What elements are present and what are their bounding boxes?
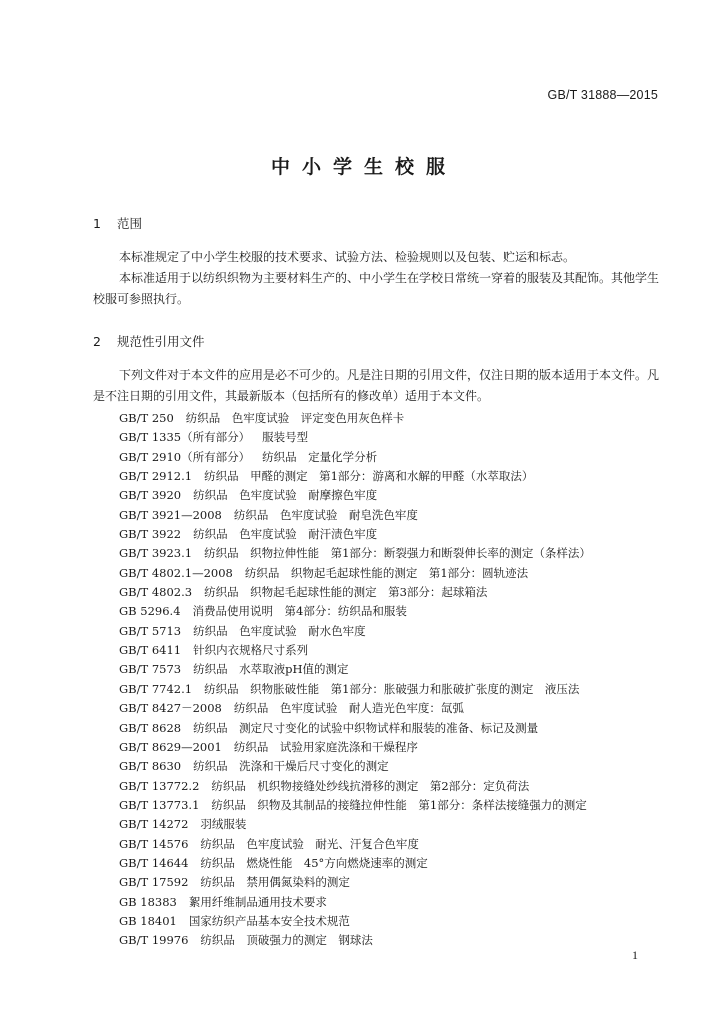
reference-item xyxy=(119,486,679,505)
section-1-heading xyxy=(93,214,142,232)
reference-item xyxy=(119,873,679,892)
reference-code: GB/T 3923.1 xyxy=(119,546,193,561)
reference-code: GB/T 6411 xyxy=(119,643,182,658)
reference-title: 纺织品 测定尺寸变化的试验中织物试样和服装的准备、标记及测量 xyxy=(193,720,539,735)
reference-item xyxy=(119,641,679,660)
section-2-heading xyxy=(93,332,205,350)
reference-code: GB 18383 xyxy=(119,894,177,909)
reference-item xyxy=(119,796,679,815)
reference-title: 纺织品 织物拉伸性能 第1部分：断裂强力和断裂伸长率的测定（条样法） xyxy=(204,546,591,561)
reference-code: GB/T 4802.3 xyxy=(119,585,193,600)
reference-title: 纺织品 织物起毛起球性能的测定 第1部分：圆轨迹法 xyxy=(244,565,529,580)
reference-title: 服装号型 xyxy=(262,430,309,445)
reference-title: 纺织品 色牢度试验 耐摩擦色牢度 xyxy=(193,488,378,503)
reference-item xyxy=(119,544,679,563)
reference-title: 消费品使用说明 第4部分：纺织品和服装 xyxy=(192,604,407,619)
reference-title: 羽绒服装 xyxy=(200,817,247,832)
reference-title: 纺织品 色牢度试验 耐皂洗色牢度 xyxy=(233,507,418,522)
reference-item xyxy=(119,777,679,796)
reference-code: GB/T 1335（所有部分） xyxy=(119,430,251,445)
reference-code: GB/T 5713 xyxy=(119,623,182,638)
reference-title: 针织内衣规格尺寸系列 xyxy=(193,643,309,658)
paragraph: 下列文件对于本文件的应用是必不可少的。凡是注日期的引用文件，仅注日期的版本适用于本文件。凡是不注日期的引用文件，其最新版本（包括所有的修改单）适用于本文件。 xyxy=(93,368,660,403)
reference-title: 纺织品 色牢度试验 耐人造光色牢度：氙弧 xyxy=(233,701,464,716)
reference-title: 纺织品 织物及其制品的接缝拉伸性能 第1部分：条样法接缝强力的测定 xyxy=(211,797,587,812)
reference-code: GB/T 3922 xyxy=(119,527,182,542)
document-title: 中小学生校服 xyxy=(270,156,457,178)
paragraph: 本标准适用于以纺织织物为主要材料生产的、中小学生在学校日常统一穿着的服装及其配饰。其他学生校服可参照执行。 xyxy=(93,271,660,306)
reference-item xyxy=(119,738,679,757)
reference-title: 纺织品 洗涤和干燥后尺寸变化的测定 xyxy=(193,759,389,774)
reference-code: GB/T 14272 xyxy=(119,817,189,832)
reference-code: GB/T 4802.1—2008 xyxy=(119,565,233,580)
reference-code: GB/T 19976 xyxy=(119,933,189,948)
reference-item xyxy=(119,660,679,679)
reference-code: GB/T 8630 xyxy=(119,759,182,774)
reference-code: GB/T 7742.1 xyxy=(119,681,193,696)
reference-title: 纺织品 色牢度试验 耐汗渍色牢度 xyxy=(193,527,378,542)
reference-item xyxy=(119,409,679,428)
reference-item xyxy=(119,525,679,544)
reference-title: 纺织品 禁用偶氮染料的测定 xyxy=(200,875,350,890)
reference-title: 纺织品 燃烧性能 45°方向燃烧速率的测定 xyxy=(200,855,428,870)
reference-code: GB/T 8628 xyxy=(119,720,182,735)
reference-item xyxy=(119,622,679,641)
reference-code: GB/T 8427－2008 xyxy=(119,701,222,716)
reference-code: GB/T 2910（所有部分） xyxy=(119,449,251,464)
page-number: 1 xyxy=(632,948,638,962)
reference-item xyxy=(119,506,679,525)
section-number: 1 xyxy=(93,216,101,231)
reference-code: GB/T 8629—2001 xyxy=(119,739,222,754)
reference-code: GB/T 3921—2008 xyxy=(119,507,222,522)
section-title: 规范性引用文件 xyxy=(117,334,205,349)
reference-title: 纺织品 色牢度试验 耐光、汗复合色牢度 xyxy=(200,836,419,851)
reference-code: GB/T 250 xyxy=(119,411,174,425)
reference-item xyxy=(119,912,679,931)
reference-title: 纺织品 定量化学分析 xyxy=(262,449,378,464)
reference-item xyxy=(119,699,679,718)
section-number: 2 xyxy=(93,334,101,349)
reference-title: 纺织品 甲醛的测定 第1部分：游离和水解的甲醛（水萃取法） xyxy=(204,469,534,484)
reference-item xyxy=(119,815,679,834)
reference-item xyxy=(119,835,679,854)
standard-code: GB/T 31888—2015 xyxy=(547,88,658,102)
reference-title: 国家纺织产品基本安全技术规范 xyxy=(188,913,350,928)
reference-item xyxy=(119,467,679,486)
paragraph: 本标准规定了中小学生校服的技术要求、试验方法、检验规则以及包装、贮运和标志。 xyxy=(119,250,576,264)
reference-code: GB/T 14576 xyxy=(119,836,189,851)
reference-item xyxy=(119,854,679,873)
reference-title: 纺织品 试验用家庭洗涤和干燥程序 xyxy=(233,739,418,754)
reference-title: 纺织品 织物起毛起球性能的测定 第3部分：起球箱法 xyxy=(204,585,488,600)
reference-item xyxy=(119,757,679,776)
reference-item xyxy=(119,719,679,738)
reference-code: GB 18401 xyxy=(119,913,177,928)
reference-code: GB/T 13772.2 xyxy=(119,778,200,793)
reference-title: 纺织品 顶破强力的测定 钢球法 xyxy=(200,933,373,948)
reference-item xyxy=(119,931,679,950)
section-title: 范围 xyxy=(117,216,143,231)
normative-references-list xyxy=(119,409,679,951)
reference-code: GB/T 13773.1 xyxy=(119,797,200,812)
reference-title: 纺织品 水萃取液pH值的测定 xyxy=(193,662,349,677)
reference-code: GB/T 2912.1 xyxy=(119,469,193,484)
reference-title: 纺织品 色牢度试验 耐水色牢度 xyxy=(193,623,366,638)
reference-item xyxy=(119,448,679,467)
reference-code: GB/T 17592 xyxy=(119,875,189,890)
reference-item xyxy=(119,680,679,699)
reference-item xyxy=(119,428,679,447)
reference-code: GB 5296.4 xyxy=(119,604,181,619)
reference-code: GB/T 7573 xyxy=(119,662,182,677)
reference-code: GB/T 3920 xyxy=(119,488,182,503)
reference-title: 絮用纤维制品通用技术要求 xyxy=(188,894,327,909)
reference-title: 纺织品 织物胀破性能 第1部分：胀破强力和胀破扩张度的测定 液压法 xyxy=(204,681,580,696)
reference-item xyxy=(119,602,679,621)
reference-item xyxy=(119,893,679,912)
reference-title: 纺织品 机织物接缝处纱线抗滑移的测定 第2部分：定负荷法 xyxy=(211,778,530,793)
reference-item xyxy=(119,564,679,583)
reference-title: 纺织品 色牢度试验 评定变色用灰色样卡 xyxy=(185,411,405,425)
reference-code: GB/T 14644 xyxy=(119,855,189,870)
reference-item xyxy=(119,583,679,602)
